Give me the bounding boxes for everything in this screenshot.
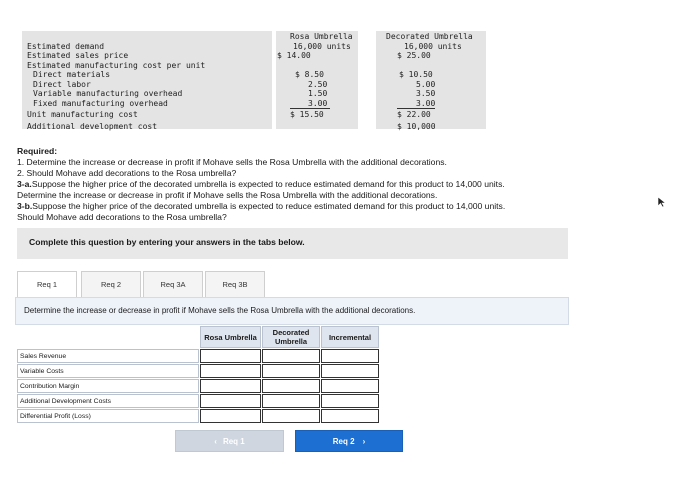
question-3b-label: 3-b. bbox=[17, 201, 33, 211]
input-field[interactable] bbox=[263, 398, 319, 410]
input-contribution-margin-incremental[interactable] bbox=[321, 379, 379, 393]
input-field[interactable] bbox=[322, 368, 378, 380]
row-label-variable-costs: Variable Costs bbox=[17, 364, 199, 378]
input-additional-dev-costs-incremental[interactable] bbox=[321, 394, 379, 408]
input-differential-profit-decorated[interactable] bbox=[262, 409, 320, 423]
row-label-contribution-margin: Contribution Margin bbox=[17, 379, 199, 393]
deco-direct-materials: $ 10.50 bbox=[399, 70, 433, 79]
rosa-header-units: 16,000 units bbox=[293, 41, 351, 51]
deco-subtotal-line bbox=[397, 108, 435, 109]
row-unit-mfg-cost: Unit manufacturing cost bbox=[27, 110, 138, 119]
row-estimated-mfg-cost: Estimated manufacturing cost per unit bbox=[27, 60, 206, 70]
input-field[interactable] bbox=[263, 353, 319, 365]
row-estimated-demand: Estimated demand bbox=[27, 41, 105, 51]
row-variable-moh: Variable manufacturing overhead bbox=[33, 89, 183, 98]
row-label-differential-profit: Differential Profit (Loss) bbox=[17, 409, 199, 423]
deco-header-name: Decorated Umbrella bbox=[386, 32, 473, 41]
col-header-rosa: Rosa Umbrella bbox=[200, 326, 261, 348]
tab-req-1[interactable]: Req 1 bbox=[17, 271, 77, 298]
input-field[interactable] bbox=[263, 413, 319, 425]
rosa-variable-moh: 1.50 bbox=[308, 89, 328, 98]
question-3a-line2: Determine the increase or decrease in profit if Mohave sells the Rosa Umbrella with the additional decorations. bbox=[17, 190, 438, 200]
rosa-fixed-moh: 3.00 bbox=[308, 98, 328, 108]
deco-header-units: 16,000 units bbox=[404, 41, 462, 51]
deco-additional-dev-cost: $ 10,000 bbox=[397, 122, 436, 131]
rosa-direct-materials: $ 8.50 bbox=[295, 70, 324, 79]
tab-bar bbox=[17, 271, 267, 298]
rosa-subtotal-line bbox=[290, 108, 330, 109]
tab-req-3a[interactable]: Req 3A bbox=[143, 271, 203, 297]
input-variable-costs-decorated[interactable] bbox=[262, 364, 320, 378]
input-field[interactable] bbox=[263, 383, 319, 395]
chevron-left-icon: ‹ bbox=[214, 436, 217, 446]
input-field[interactable] bbox=[201, 398, 260, 410]
input-sales-revenue-decorated[interactable] bbox=[262, 349, 320, 363]
row-label-sales-revenue: Sales Revenue bbox=[17, 349, 199, 363]
next-req-button[interactable] bbox=[295, 430, 403, 452]
input-additional-dev-costs-rosa[interactable] bbox=[200, 394, 261, 408]
prev-req-label: Req 1 bbox=[222, 436, 245, 446]
deco-header-price: $ 25.00 bbox=[397, 51, 431, 60]
rosa-unit-mfg-cost: $ 15.50 bbox=[290, 110, 324, 119]
row-fixed-moh: Fixed manufacturing overhead bbox=[33, 98, 168, 108]
required-section bbox=[17, 146, 617, 223]
input-differential-profit-rosa[interactable] bbox=[200, 409, 261, 423]
input-variable-costs-incremental[interactable] bbox=[321, 364, 379, 378]
input-contribution-margin-decorated[interactable] bbox=[262, 379, 320, 393]
question-3a-label: 3-a. bbox=[17, 179, 32, 189]
next-req-label: Req 2 bbox=[332, 436, 355, 446]
input-contribution-margin-rosa[interactable] bbox=[200, 379, 261, 393]
input-field[interactable] bbox=[201, 353, 260, 365]
input-field[interactable] bbox=[322, 398, 378, 410]
input-field[interactable] bbox=[322, 413, 378, 425]
tab-req-2[interactable]: Req 2 bbox=[81, 271, 141, 297]
question-3a-line1: Suppose the higher price of the decorated umbrella is expected to reduce estimated demand for this product to 14,000 units. bbox=[31, 179, 505, 189]
deco-direct-labor: 5.00 bbox=[416, 79, 436, 89]
row-direct-materials: Direct materials bbox=[33, 70, 111, 79]
row-estimated-sales-price: Estimated sales price bbox=[27, 51, 129, 60]
panel-question-text: Determine the increase or decrease in profit if Mohave sells the Rosa Umbrella with the additional decorations. bbox=[24, 306, 416, 315]
input-field[interactable] bbox=[201, 383, 260, 395]
question-1: 1. Determine the increase or decrease in profit if Mohave sells the Rosa Umbrella with the additional decorations. bbox=[17, 157, 447, 167]
input-field[interactable] bbox=[201, 413, 260, 425]
deco-fixed-moh: 3.00 bbox=[416, 98, 436, 108]
required-heading: Required: bbox=[17, 146, 58, 156]
question-3a bbox=[17, 179, 617, 190]
deco-unit-mfg-cost: $ 22.00 bbox=[397, 110, 431, 119]
deco-variable-moh: 3.50 bbox=[416, 89, 436, 98]
question-3b-line2: Should Mohave add decorations to the Rosa umbrella? bbox=[17, 212, 227, 222]
input-differential-profit-incremental[interactable] bbox=[321, 409, 379, 423]
col-header-incremental: Incremental bbox=[321, 326, 379, 348]
instruction-text: Complete this question by entering your answers in the tabs below. bbox=[29, 237, 305, 247]
input-field[interactable] bbox=[322, 353, 378, 365]
chevron-right-icon: › bbox=[362, 436, 366, 446]
rosa-header-price: $ 14.00 bbox=[277, 51, 311, 60]
rosa-direct-labor: 2.50 bbox=[308, 79, 328, 89]
row-direct-labor: Direct labor bbox=[33, 79, 91, 89]
instruction-box bbox=[17, 228, 568, 259]
question-3b-line1: Suppose the higher price of the decorated umbrella is expected to reduce estimated demand for this product to 14,000 units. bbox=[32, 201, 506, 211]
question-panel bbox=[15, 297, 569, 325]
prev-req-button[interactable] bbox=[175, 430, 284, 452]
input-field[interactable] bbox=[201, 368, 260, 380]
input-field[interactable] bbox=[263, 368, 319, 380]
input-field[interactable] bbox=[322, 383, 378, 395]
input-additional-dev-costs-decorated[interactable] bbox=[262, 394, 320, 408]
input-variable-costs-rosa[interactable] bbox=[200, 364, 261, 378]
input-sales-revenue-incremental[interactable] bbox=[321, 349, 379, 363]
question-3b bbox=[17, 201, 617, 212]
mouse-pointer-icon bbox=[657, 196, 667, 208]
rosa-header-name: Rosa Umbrella bbox=[290, 32, 353, 41]
input-sales-revenue-rosa[interactable] bbox=[200, 349, 261, 363]
tab-req-3b[interactable]: Req 3B bbox=[205, 271, 265, 297]
col-header-decorated: Decorated Umbrella bbox=[262, 326, 320, 348]
row-additional-dev-cost: Additional development cost bbox=[27, 122, 158, 131]
question-2: 2. Should Mohave add decorations to the Rosa umbrella? bbox=[17, 168, 237, 178]
row-label-additional-development-costs: Additional Development Costs bbox=[17, 394, 199, 408]
